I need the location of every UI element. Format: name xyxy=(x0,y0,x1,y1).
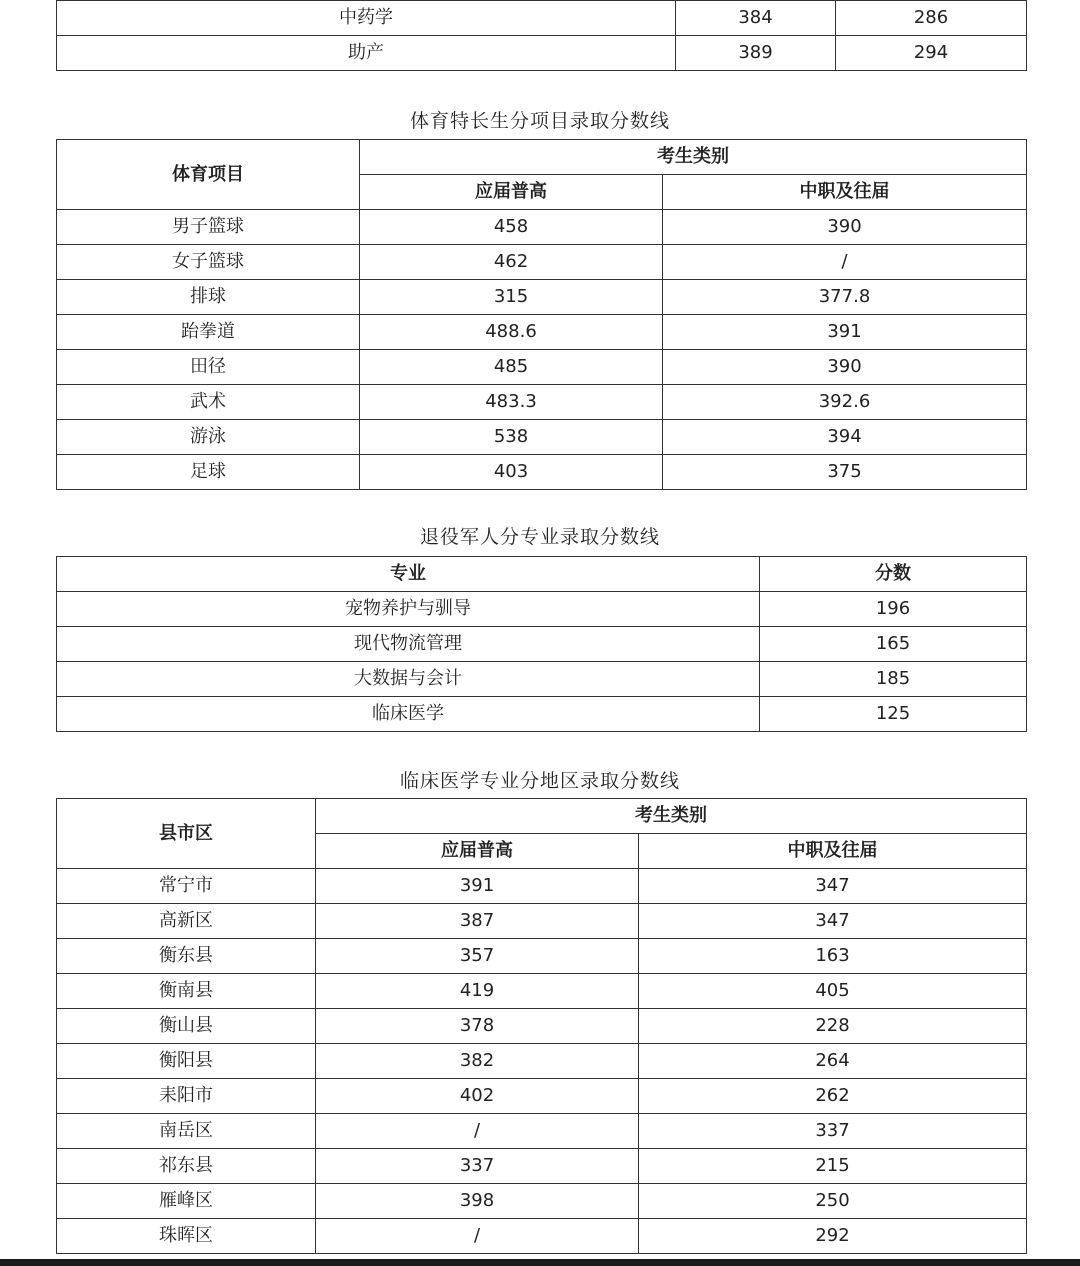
major-cell: 助产 xyxy=(57,36,676,71)
table-row xyxy=(57,592,1027,627)
score-cell: 458 xyxy=(360,210,663,245)
table-row xyxy=(57,869,1027,904)
major-score-table xyxy=(56,0,1027,71)
score-cell: 389 xyxy=(676,36,836,71)
score-cell: 419 xyxy=(316,974,639,1009)
score-cell: / xyxy=(663,245,1027,280)
region-cell: 耒阳市 xyxy=(57,1079,316,1114)
score-cell: 384 xyxy=(676,1,836,36)
header-score: 分数 xyxy=(760,557,1027,592)
sport-name-cell: 田径 xyxy=(57,350,360,385)
score-cell: 165 xyxy=(760,627,1027,662)
score-cell: 402 xyxy=(316,1079,639,1114)
table-row xyxy=(57,315,1027,350)
score-cell: 264 xyxy=(639,1044,1027,1079)
table-header-row xyxy=(57,557,1027,592)
table-row xyxy=(57,420,1027,455)
score-cell: 485 xyxy=(360,350,663,385)
region-cell: 衡东县 xyxy=(57,939,316,974)
score-cell: 337 xyxy=(316,1149,639,1184)
region-cell: 高新区 xyxy=(57,904,316,939)
table-row xyxy=(57,939,1027,974)
score-cell: 483.3 xyxy=(360,385,663,420)
table-header-row xyxy=(57,140,1027,175)
header-region: 县市区 xyxy=(57,799,316,869)
score-cell: 228 xyxy=(639,1009,1027,1044)
score-cell: 377.8 xyxy=(663,280,1027,315)
score-cell: 538 xyxy=(360,420,663,455)
table-row xyxy=(57,1044,1027,1079)
table-row xyxy=(57,974,1027,1009)
score-cell: 125 xyxy=(760,697,1027,732)
clinical-table-title: 临床医学专业分地区录取分数线 xyxy=(399,770,680,792)
clinical-region-score-table xyxy=(56,798,1027,1254)
header-fresh-graduates: 应届普高 xyxy=(360,175,663,210)
major-cell: 中药学 xyxy=(57,1,676,36)
table-header-row xyxy=(57,799,1027,834)
score-cell: 390 xyxy=(663,350,1027,385)
table-row xyxy=(57,210,1027,245)
score-cell: 405 xyxy=(639,974,1027,1009)
table-row xyxy=(57,1219,1027,1254)
score-cell: 391 xyxy=(316,869,639,904)
score-cell: 391 xyxy=(663,315,1027,350)
sport-name-cell: 男子篮球 xyxy=(57,210,360,245)
table-row xyxy=(57,385,1027,420)
sports-score-table xyxy=(56,139,1027,490)
score-cell: 387 xyxy=(316,904,639,939)
region-cell: 常宁市 xyxy=(57,869,316,904)
sport-name-cell: 武术 xyxy=(57,385,360,420)
score-cell: 398 xyxy=(316,1184,639,1219)
score-cell: 292 xyxy=(639,1219,1027,1254)
major-cell: 大数据与会计 xyxy=(57,662,760,697)
score-cell: / xyxy=(316,1114,639,1149)
score-cell: 294 xyxy=(836,36,1027,71)
score-cell: 394 xyxy=(663,420,1027,455)
score-cell: 250 xyxy=(639,1184,1027,1219)
region-cell: 雁峰区 xyxy=(57,1184,316,1219)
score-cell: 382 xyxy=(316,1044,639,1079)
header-candidate-category: 考生类别 xyxy=(316,799,1027,834)
region-cell: 衡山县 xyxy=(57,1009,316,1044)
table-row xyxy=(57,350,1027,385)
score-cell: 215 xyxy=(639,1149,1027,1184)
table-row xyxy=(57,904,1027,939)
score-cell: 347 xyxy=(639,904,1027,939)
score-cell: / xyxy=(316,1219,639,1254)
score-cell: 262 xyxy=(639,1079,1027,1114)
table-row xyxy=(57,245,1027,280)
table-row xyxy=(57,662,1027,697)
sport-name-cell: 足球 xyxy=(57,455,360,490)
table-row xyxy=(57,455,1027,490)
table-row xyxy=(57,1079,1027,1114)
major-cell: 现代物流管理 xyxy=(57,627,760,662)
score-cell: 392.6 xyxy=(663,385,1027,420)
score-cell: 315 xyxy=(360,280,663,315)
header-vocational-previous: 中职及往届 xyxy=(639,834,1027,869)
region-cell: 南岳区 xyxy=(57,1114,316,1149)
score-cell: 462 xyxy=(360,245,663,280)
score-cell: 378 xyxy=(316,1009,639,1044)
bottom-edge-bar xyxy=(0,1259,1080,1266)
region-cell: 衡阳县 xyxy=(57,1044,316,1079)
region-cell: 珠晖区 xyxy=(57,1219,316,1254)
sport-name-cell: 排球 xyxy=(57,280,360,315)
score-cell: 337 xyxy=(639,1114,1027,1149)
table-row xyxy=(57,1009,1027,1044)
score-cell: 488.6 xyxy=(360,315,663,350)
header-fresh-graduates: 应届普高 xyxy=(316,834,639,869)
header-candidate-category: 考生类别 xyxy=(360,140,1027,175)
header-sport-item: 体育项目 xyxy=(57,140,360,210)
region-cell: 祁东县 xyxy=(57,1149,316,1184)
header-major: 专业 xyxy=(57,557,760,592)
table-row xyxy=(57,697,1027,732)
sport-name-cell: 女子篮球 xyxy=(57,245,360,280)
region-cell: 衡南县 xyxy=(57,974,316,1009)
table-row xyxy=(57,627,1027,662)
sport-name-cell: 跆拳道 xyxy=(57,315,360,350)
table-row xyxy=(57,280,1027,315)
table-row xyxy=(57,1,1027,36)
score-cell: 403 xyxy=(360,455,663,490)
score-cell: 185 xyxy=(760,662,1027,697)
table-row xyxy=(57,1184,1027,1219)
score-cell: 390 xyxy=(663,210,1027,245)
score-cell: 196 xyxy=(760,592,1027,627)
veterans-score-table xyxy=(56,556,1027,732)
table-row xyxy=(57,1149,1027,1184)
major-cell: 临床医学 xyxy=(57,697,760,732)
header-vocational-previous: 中职及往届 xyxy=(663,175,1027,210)
table-row xyxy=(57,1114,1027,1149)
sport-name-cell: 游泳 xyxy=(57,420,360,455)
score-cell: 357 xyxy=(316,939,639,974)
score-cell: 286 xyxy=(836,1,1027,36)
score-cell: 163 xyxy=(639,939,1027,974)
score-cell: 347 xyxy=(639,869,1027,904)
table-row xyxy=(57,36,1027,71)
veterans-table-title: 退役军人分专业录取分数线 xyxy=(419,526,660,548)
sports-table-title: 体育特长生分项目录取分数线 xyxy=(409,110,670,132)
score-cell: 375 xyxy=(663,455,1027,490)
major-cell: 宠物养护与驯导 xyxy=(57,592,760,627)
